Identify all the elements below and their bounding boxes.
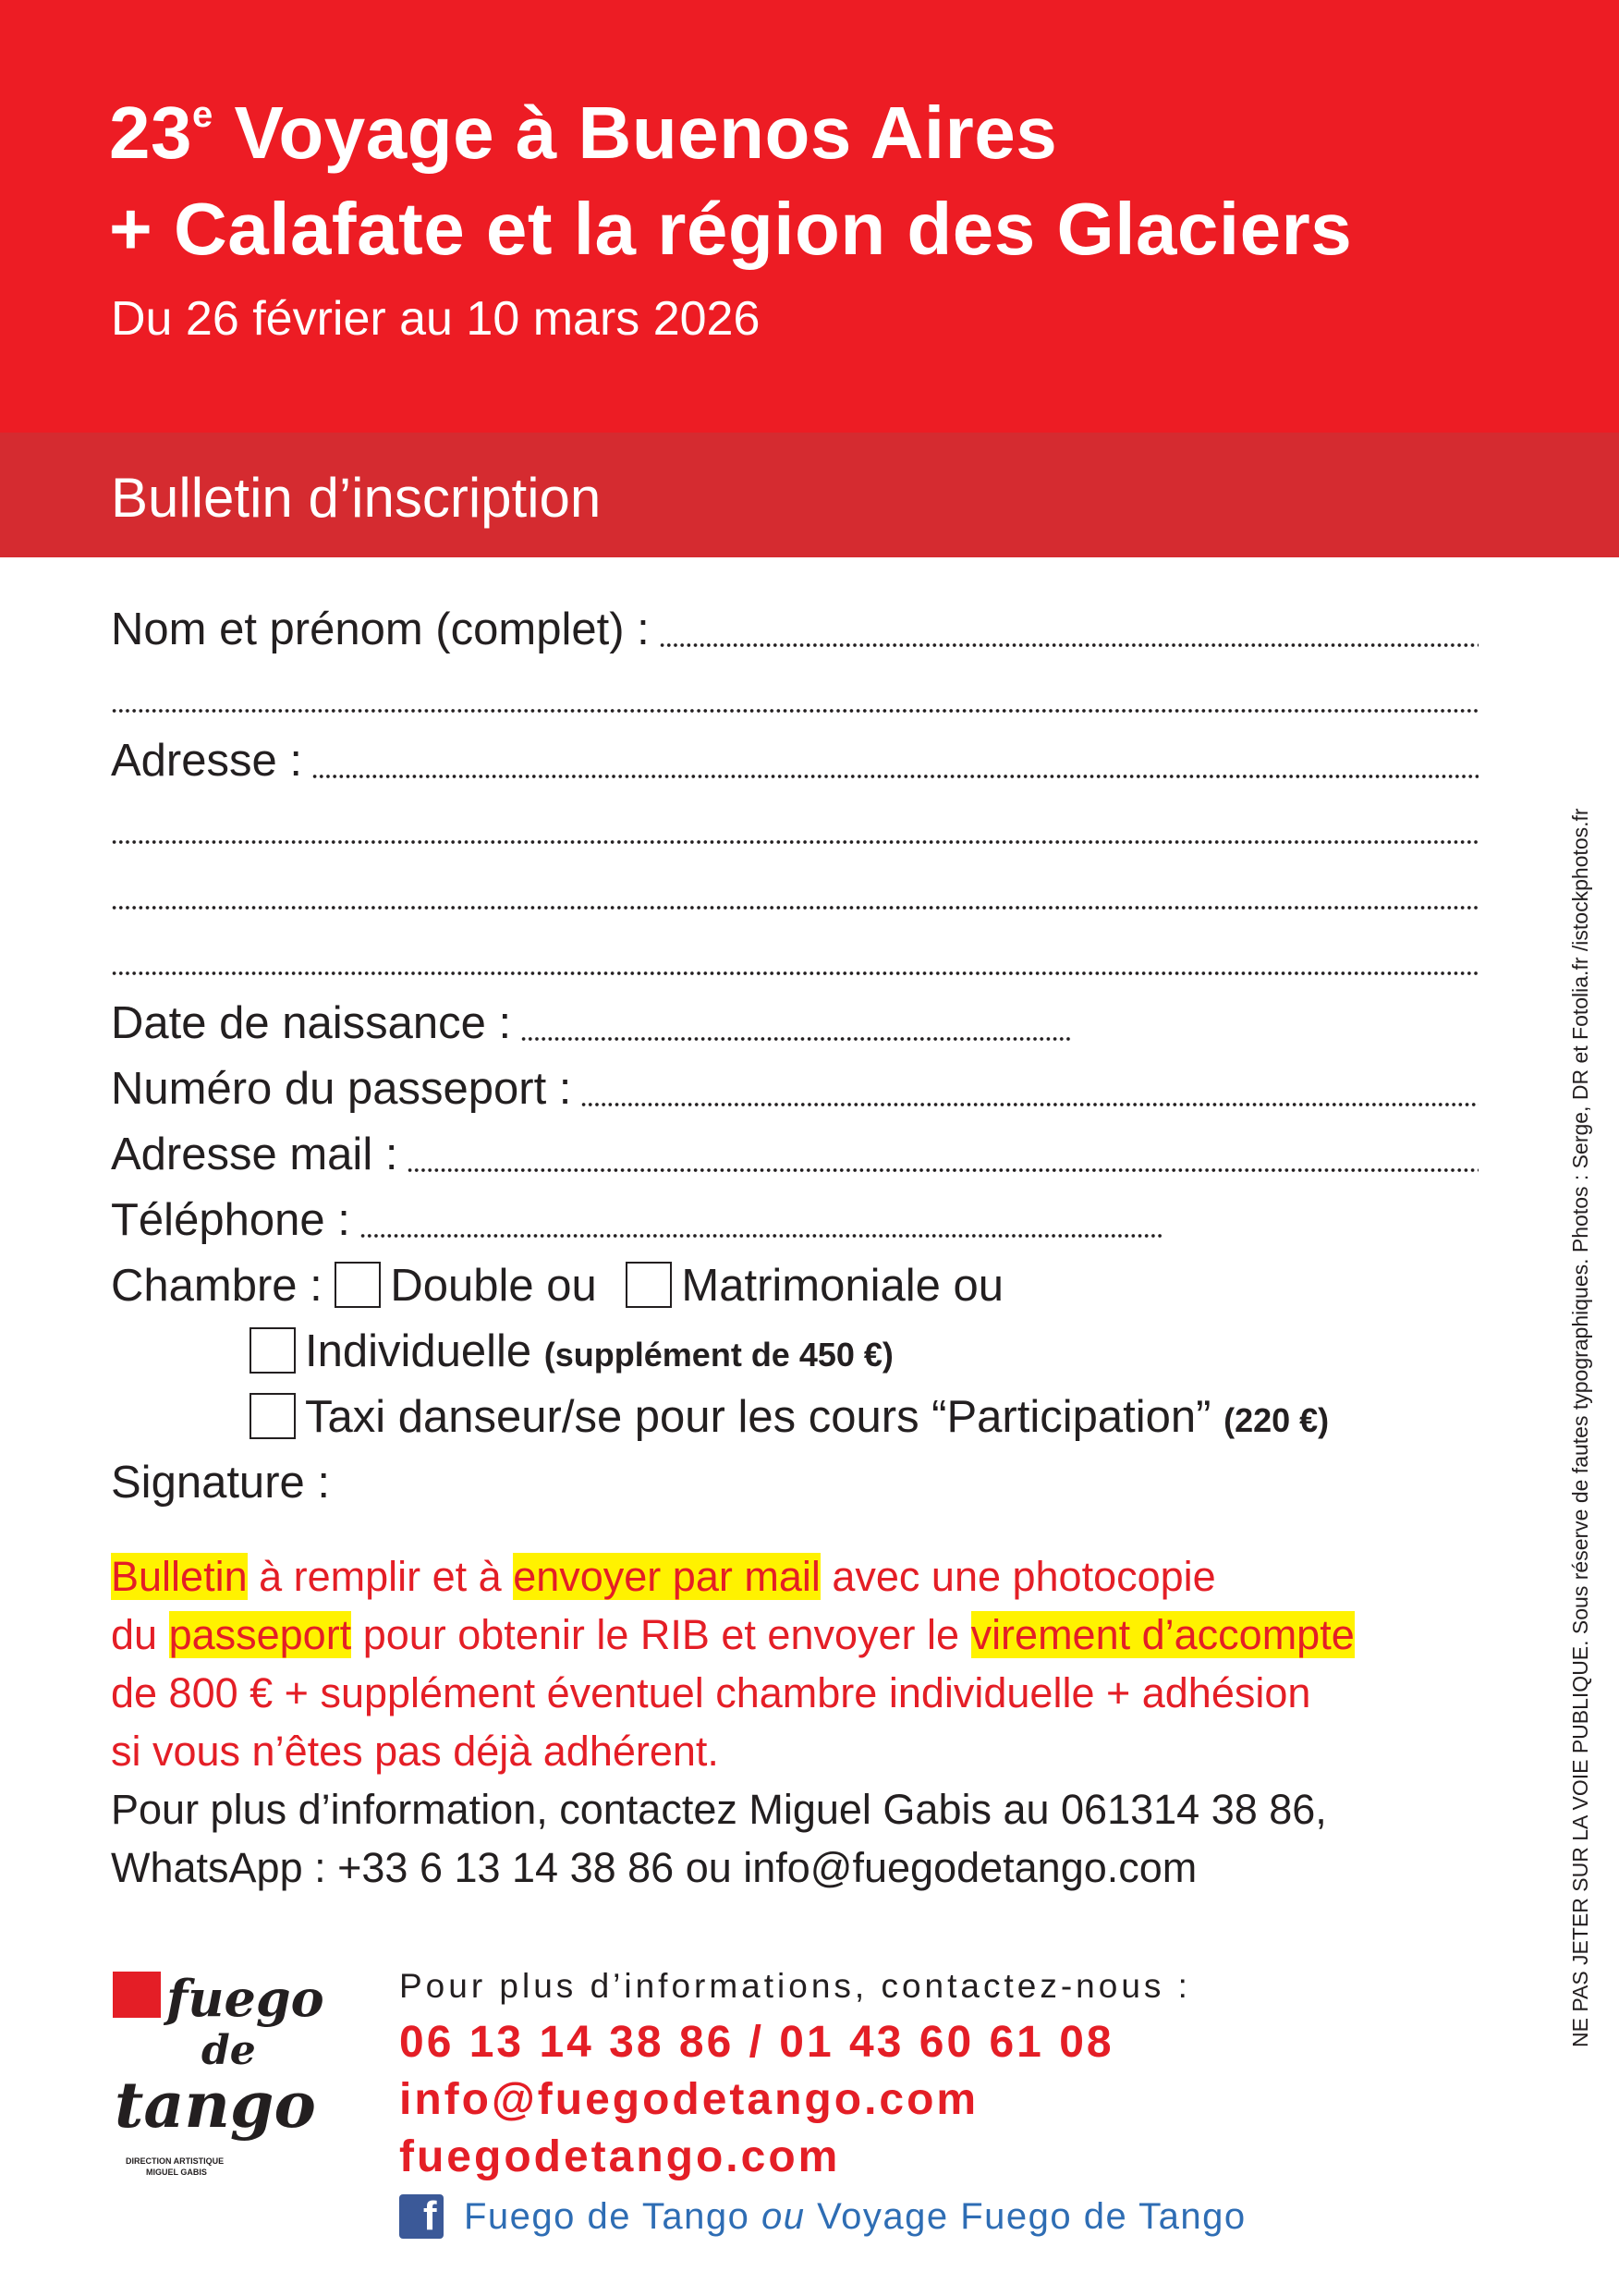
highlight-send-mail: envoyer par mail: [513, 1553, 821, 1600]
instructions-line-1: [111, 1547, 1216, 1606]
info-line-1: Pour plus d’information, contactez Miguel Gabis au 061314 38 86,: [111, 1786, 1327, 1833]
individuelle-supplement-note: (supplément de 450 €): [543, 1336, 894, 1374]
instructions-text: pour obtenir le RIB et envoyer le: [351, 1611, 971, 1658]
room-label: Chambre :: [111, 1261, 323, 1311]
info-line-2: WhatsApp : +33 6 13 14 38 86 ou info@fuegodetango.com: [111, 1844, 1198, 1891]
title-line-1: [109, 89, 1057, 177]
logo-caption-2: MIGUEL GABIS: [146, 2168, 207, 2177]
room-row: [111, 1253, 1004, 1318]
address-field[interactable]: [111, 728, 1479, 793]
facebook-page-2[interactable]: Voyage Fuego de Tango: [817, 2196, 1247, 2237]
logo-red-square: [113, 1972, 161, 2018]
contact-phones[interactable]: 06 13 14 38 86 / 01 43 60 61 08: [399, 2018, 1114, 2067]
contact-intro: Pour plus d’informations, contactez-nous :: [399, 1967, 1191, 2005]
phone-field[interactable]: [111, 1188, 1164, 1252]
name-label: Nom et prénom (complet) :: [111, 605, 650, 654]
header-banner: [0, 0, 1619, 433]
name-dotted-line-2[interactable]: [111, 663, 1479, 727]
instructions-line-3: de 800 € + supplément éventuel chambre individuelle + adhésion: [111, 1669, 1311, 1716]
instructions-line-4: si vous n’êtes pas déjà adhérent.: [111, 1728, 719, 1775]
fuego-de-tango-logo: [109, 1964, 331, 2186]
facebook-or: ou: [749, 2196, 818, 2237]
passport-dotted-line[interactable]: [580, 1056, 1479, 1121]
instructions-text: du: [111, 1611, 169, 1658]
signature-label: Signature :: [111, 1458, 330, 1508]
name-field[interactable]: [111, 597, 1479, 662]
address-dotted-line-3[interactable]: [111, 860, 1479, 924]
instructions-text: à remplir et à: [247, 1553, 514, 1600]
matrimoniale-checkbox[interactable]: [626, 1262, 672, 1308]
birthdate-dotted-line[interactable]: [520, 991, 1072, 1056]
passport-label: Numéro du passeport :: [111, 1064, 572, 1114]
facebook-icon: f: [399, 2194, 444, 2239]
title-text: Voyage à Buenos Aires: [213, 92, 1058, 174]
taxi-row: [250, 1385, 1329, 1453]
title-number: 23: [109, 92, 192, 174]
individuelle-row: [250, 1319, 894, 1387]
name-field-continuation[interactable]: [111, 663, 1479, 727]
email-label: Adresse mail :: [111, 1130, 398, 1179]
form-title: Bulletin d’inscription: [111, 467, 602, 529]
highlight-bulletin: Bulletin: [111, 1553, 248, 1600]
taxi-price-note: (220 €): [1223, 1401, 1330, 1439]
logo-word-de: de: [201, 2027, 256, 2074]
trip-dates: Du 26 février au 10 mars 2026: [111, 292, 761, 346]
birthdate-field[interactable]: [111, 991, 1072, 1056]
birthdate-label: Date de naissance :: [111, 998, 512, 1048]
address-dotted-line-2[interactable]: [111, 794, 1479, 859]
address-dotted-line-4[interactable]: [111, 925, 1479, 990]
address-dotted-line[interactable]: [311, 728, 1479, 793]
address-field-line-2[interactable]: [111, 794, 1479, 859]
contact-website[interactable]: fuegodetango.com: [399, 2132, 841, 2181]
address-field-line-3[interactable]: [111, 860, 1479, 924]
instructions-line-2: [111, 1606, 1355, 1664]
name-dotted-line[interactable]: [659, 597, 1479, 662]
individuelle-checkbox[interactable]: [250, 1327, 296, 1374]
address-label: Adresse :: [111, 736, 302, 786]
email-dotted-line[interactable]: [407, 1122, 1479, 1187]
passport-field[interactable]: [111, 1056, 1479, 1121]
individuelle-option-label: Individuelle: [305, 1326, 532, 1376]
title-line-2: + Calafate et la région des Glaciers: [109, 188, 1353, 270]
logo-caption-1: DIRECTION ARTISTIQUE: [126, 2156, 225, 2166]
title-superscript: e: [191, 94, 213, 135]
taxi-checkbox[interactable]: [250, 1393, 296, 1439]
taxi-option-label: Taxi danseur/se pour les cours “Participation”: [305, 1392, 1211, 1442]
instructions-text: avec une photocopie: [820, 1553, 1216, 1600]
facebook-page-1[interactable]: Fuego de Tango: [464, 2196, 750, 2237]
contact-email[interactable]: info@fuegodetango.com: [399, 2075, 980, 2124]
highlight-deposit: virement d’accompte: [970, 1611, 1355, 1658]
double-checkbox[interactable]: [335, 1262, 381, 1308]
double-option-label: Double ou: [390, 1261, 597, 1311]
phone-label: Téléphone :: [111, 1195, 350, 1245]
side-legal-notice: NE PAS JETER SUR LA VOIE PUBLIQUE. Sous réserve de fautes typographiques. Photos : Serge, DR et Fotolia.fr /istockphotos.fr: [1568, 808, 1592, 2047]
logo-word-fuego: fuego: [166, 1969, 324, 2028]
facebook-row[interactable]: [399, 2191, 1247, 2242]
matrimoniale-option-label: Matrimoniale ou: [681, 1261, 1004, 1311]
form-header: [0, 433, 1619, 557]
email-field[interactable]: [111, 1122, 1479, 1187]
highlight-passport: passeport: [168, 1611, 352, 1658]
logo-word-tango: tango: [115, 2069, 316, 2143]
phone-dotted-line[interactable]: [359, 1188, 1164, 1252]
address-field-line-4[interactable]: [111, 925, 1479, 990]
